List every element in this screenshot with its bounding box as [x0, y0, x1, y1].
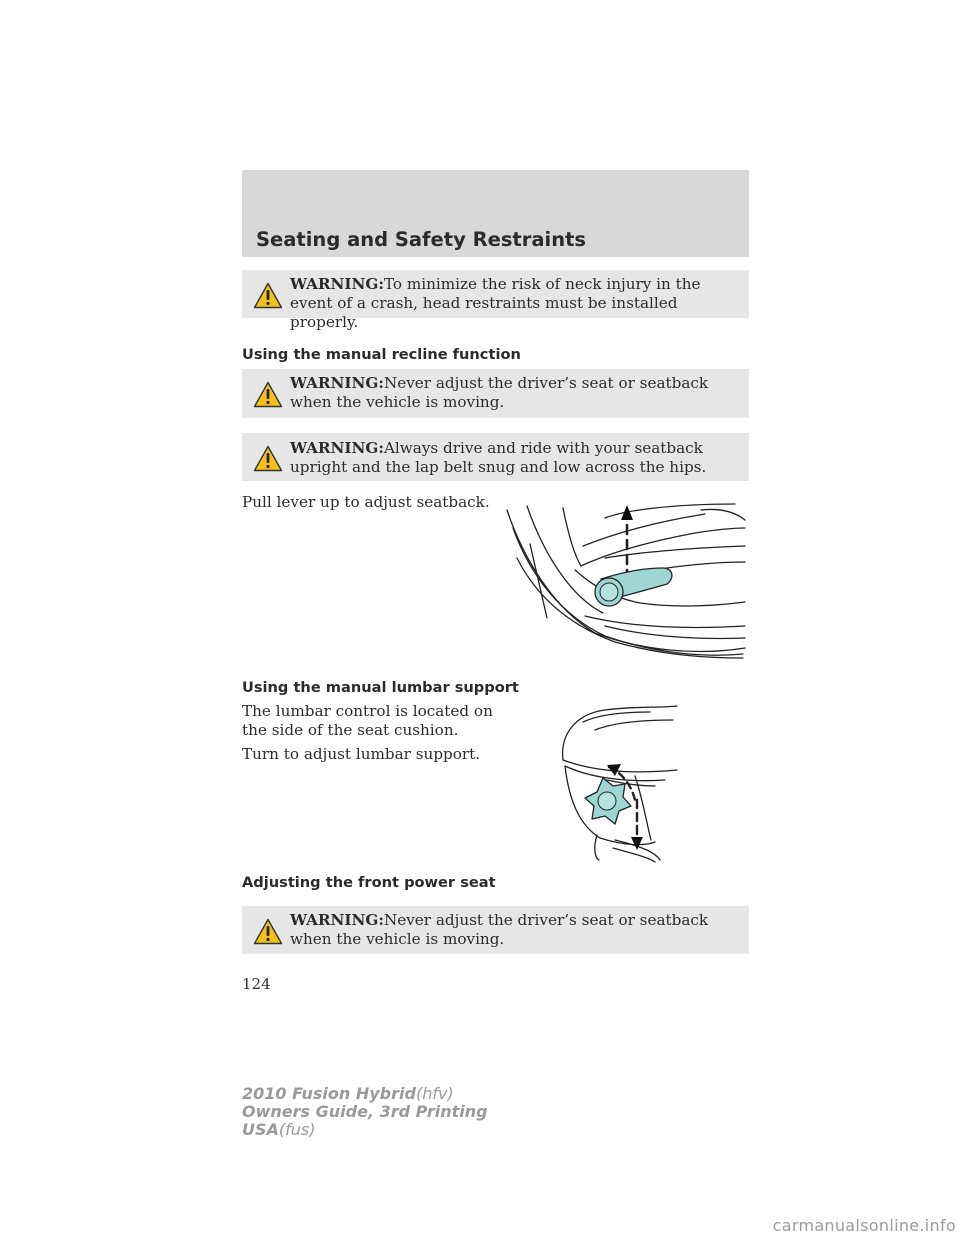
lumbar-instruction: Turn to adjust lumbar support.: [242, 745, 481, 763]
warning-text: WARNING:Never adjust the driver’s seat or seatback when the vehicle is moving.: [290, 911, 709, 948]
footer-market-code: (fus): [278, 1120, 316, 1139]
warning-box-power-seat: [242, 906, 749, 954]
lumbar-knob-illustration: [555, 700, 680, 865]
warning-box-head-restraints: [242, 270, 749, 331]
footer-market: USA: [242, 1120, 279, 1139]
heading-lumbar: Using the manual lumbar support: [242, 679, 519, 696]
warning-triangle-icon: [253, 282, 283, 309]
warning-triangle-icon: [253, 445, 283, 472]
lumbar-location-text: The lumbar control is located on the side of the seat cushion.: [242, 702, 493, 739]
section-header: [242, 170, 749, 257]
document-footer: [242, 1085, 488, 1139]
warning-triangle-icon: [253, 918, 283, 945]
heading-power-seat: Adjusting the front power seat: [242, 874, 496, 891]
warning-text: WARNING:Always drive and ride with your seatback upright and the lap belt snug and low across the hips.: [290, 439, 707, 476]
warning-box-seatback-upright: [242, 433, 749, 481]
page-number: 124: [242, 975, 271, 993]
section-title: Seating and Safety Restraints: [256, 228, 587, 251]
warning-triangle-icon: [253, 381, 283, 408]
recline-instruction: Pull lever up to adjust seatback.: [242, 493, 490, 511]
footer-model-code: (hfv): [415, 1084, 454, 1103]
warning-box-seat-adjust: [242, 369, 749, 418]
warning-text: WARNING:To minimize the risk of neck injury in the event of a crash, head restraints must be installed properly.: [290, 275, 701, 331]
warning-text: WARNING:Never adjust the driver’s seat or seatback when the vehicle is moving.: [290, 374, 709, 411]
footer-edition: Owners Guide, 3rd Printing: [242, 1102, 488, 1121]
recline-lever-illustration: [505, 498, 750, 663]
heading-recline: Using the manual recline function: [242, 346, 521, 363]
watermark: carmanualsonline.info: [772, 1216, 956, 1235]
footer-model: 2010 Fusion Hybrid: [242, 1084, 416, 1103]
